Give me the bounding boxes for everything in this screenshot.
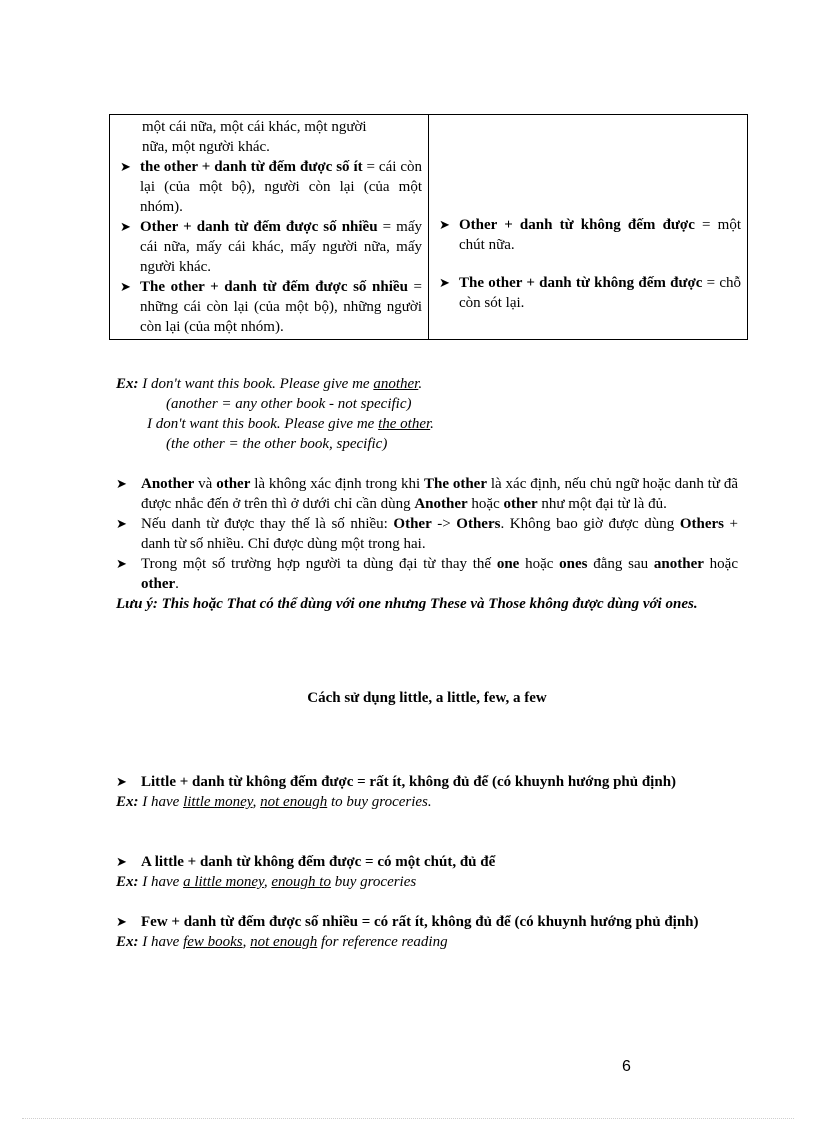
continued-text: một cái nữa, một cái khác, một người nữa, một người khác. <box>142 119 367 155</box>
arrow-bullet-icon: ➤ <box>439 217 450 232</box>
list-item: ➤ Other + danh từ không đếm được = một chút nữa. <box>433 215 741 255</box>
arrow-bullet-icon: ➤ <box>116 476 127 491</box>
arrow-bullet-icon: ➤ <box>120 279 131 294</box>
page-number: 6 <box>622 1058 631 1075</box>
list-item: ➤ The other + danh từ không đếm được = chỗ còn sót lại. <box>433 273 741 313</box>
notes-block <box>116 474 738 614</box>
arrow-bullet-icon: ➤ <box>116 556 127 571</box>
example-explanation: (another = any other book - not specific) <box>166 396 412 412</box>
list-item: ➤ Few + danh từ đếm được số nhiều = có rất ít, không đủ để (có khuynh hướng phủ định) <box>116 914 699 930</box>
rule-block <box>116 912 738 952</box>
footer-divider <box>22 1118 794 1119</box>
list-item: ➤ the other + danh từ đếm được số ít = cái còn lại (của một bộ), người còn lại (của một nhóm). <box>114 157 422 217</box>
list-item: ➤ A little + danh từ không đếm được = có một chút, đủ để <box>116 854 496 870</box>
example-line: Ex: I have little money, not enough to buy groceries. <box>116 794 432 810</box>
arrow-bullet-icon: ➤ <box>116 774 127 789</box>
table-cell-left <box>110 115 429 340</box>
table-cell-right <box>429 115 748 340</box>
arrow-bullet-icon: ➤ <box>120 159 131 174</box>
arrow-bullet-icon: ➤ <box>120 219 131 234</box>
example-line: Ex: I have a little money, enough to buy groceries <box>116 874 417 890</box>
list-item: ➤ The other + danh từ đếm được số nhiều = những cái còn lại (của một bộ), những người còn lại (của một nhóm). <box>114 277 422 337</box>
grammar-table <box>109 114 748 340</box>
arrow-bullet-icon: ➤ <box>116 854 127 869</box>
example-line: Ex: I have few books, not enough for reference reading <box>116 934 448 950</box>
list-item: ➤ Other + danh từ đếm được số nhiều = mấy cái nữa, mấy cái khác, mấy người nữa, mấy người khác. <box>114 217 422 277</box>
arrow-bullet-icon: ➤ <box>439 275 450 290</box>
arrow-bullet-icon: ➤ <box>116 914 127 929</box>
note-text: Lưu ý: This hoặc That có thể dùng với one nhưng These và Those không được dùng với ones. <box>116 596 698 612</box>
section-heading: Cách sử dụng little, a little, few, a few <box>307 690 547 706</box>
ex-label: Ex: <box>116 376 139 392</box>
rule-block <box>116 772 738 812</box>
list-item: ➤ Another và other là không xác định trong khi The other là xác định, nếu chủ ngữ hoặc danh từ đã được nhắc đến ở trên thì ở dưới chỉ cần dùng Another hoặc other như một đại từ là đủ. <box>116 476 738 512</box>
table-row <box>110 115 748 340</box>
rule-block <box>116 852 738 892</box>
example-explanation: (the other = the other book, specific) <box>166 436 388 452</box>
example-block: Ex: I don't want this book. Please give me another. (another = any other book - not specific) I don't want this book. Please give me the other. (the other = the other book, specific) <box>116 374 738 454</box>
arrow-bullet-icon: ➤ <box>116 516 127 531</box>
list-item: ➤ Nếu danh từ được thay thế là số nhiều: Other -> Others. Không bao giờ được dùng Others + danh từ số nhiều. Chỉ được dùng một trong hai. <box>116 516 738 552</box>
list-item: ➤ Little + danh từ không đếm được = rất ít, không đủ để (có khuynh hướng phủ định) <box>116 774 677 790</box>
list-item: ➤ Trong một số trường hợp người ta dùng đại từ thay thế one hoặc ones đằng sau another hoặc other. <box>116 556 738 592</box>
